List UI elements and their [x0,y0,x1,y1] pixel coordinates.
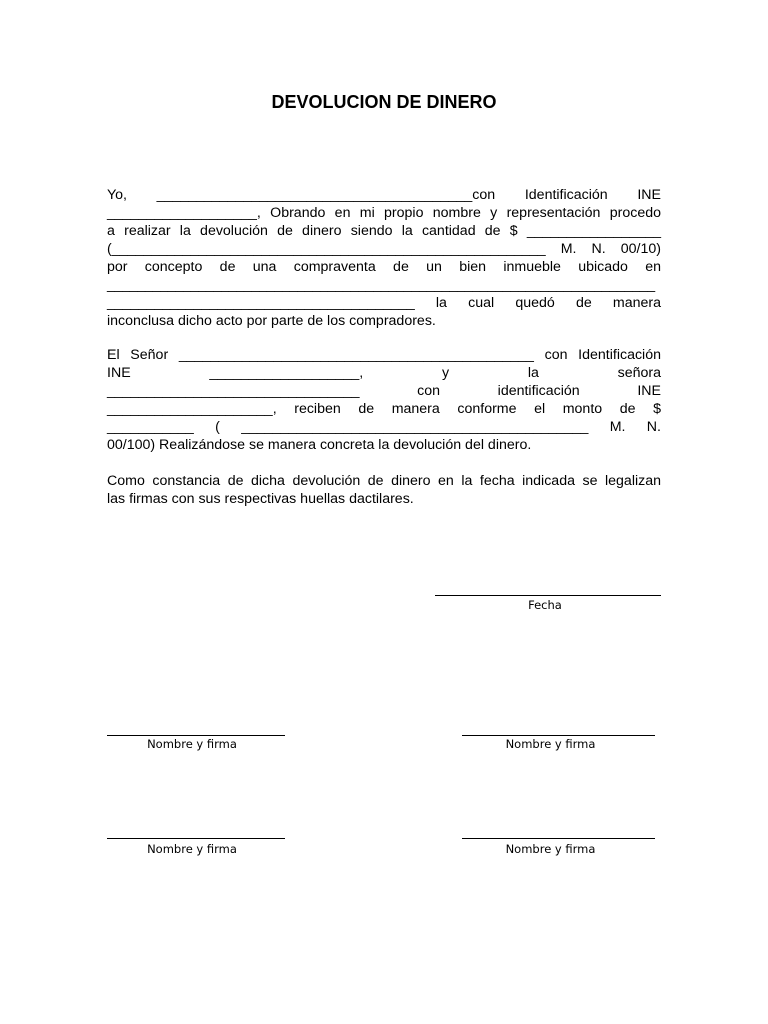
signature-label: Nombre y firma [505,842,596,856]
text-line: ___________ ( ____________________________________________ M. N. [107,419,661,435]
text-line: Como constancia de dicha devolución de dinero en la fecha indicada se legalizan [107,473,661,489]
text-line: ________________________________________________________________________ [107,277,656,292]
text-line: ___________________, Obrando en mi propio nombre y representación procedo [107,205,661,221]
text-line: (_______________________________________________________ M. N. 00/10) [107,241,661,257]
signature-label: Nombre y firma [147,737,237,751]
signature-line [107,735,285,736]
text-line: ________________________________ con identificación INE [107,383,661,399]
text-line: Yo, ________________________________________con Identificación INE [107,187,661,203]
text-line: a realizar la devolución de dinero siendo la cantidad de $ _________________ [107,223,661,239]
document-title: DEVOLUCION DE DINERO [271,92,497,112]
paragraph-declaration [107,186,661,330]
fecha-line [435,595,661,596]
signature-label: Nombre y firma [147,842,237,856]
signature-line [462,838,655,839]
text-line: _____________________, reciben de manera conforme el monto de $ [107,401,661,417]
paragraph-recipients [107,346,661,454]
fecha-label: Fecha [528,598,562,612]
text-line: _______________________________________ la cual quedó de manera [107,295,661,311]
paragraph-constancia [107,472,661,508]
text-line: por concepto de una compraventa de un bien inmueble ubicado en [107,259,661,275]
signature-label: Nombre y firma [505,737,596,751]
signature-line [107,838,285,839]
text-line: INE ___________________, y la señora [107,365,661,381]
signature-line [462,735,655,736]
text-line: 00/100) Realizándose se manera concreta la devolución del dinero. [107,437,532,453]
text-line: El Señor _____________________________________________ con Identificación [107,347,661,363]
text-line: las firmas con sus respectivas huellas dactilares. [107,491,414,507]
text-line: inconclusa dicho acto por parte de los compradores. [107,313,436,329]
